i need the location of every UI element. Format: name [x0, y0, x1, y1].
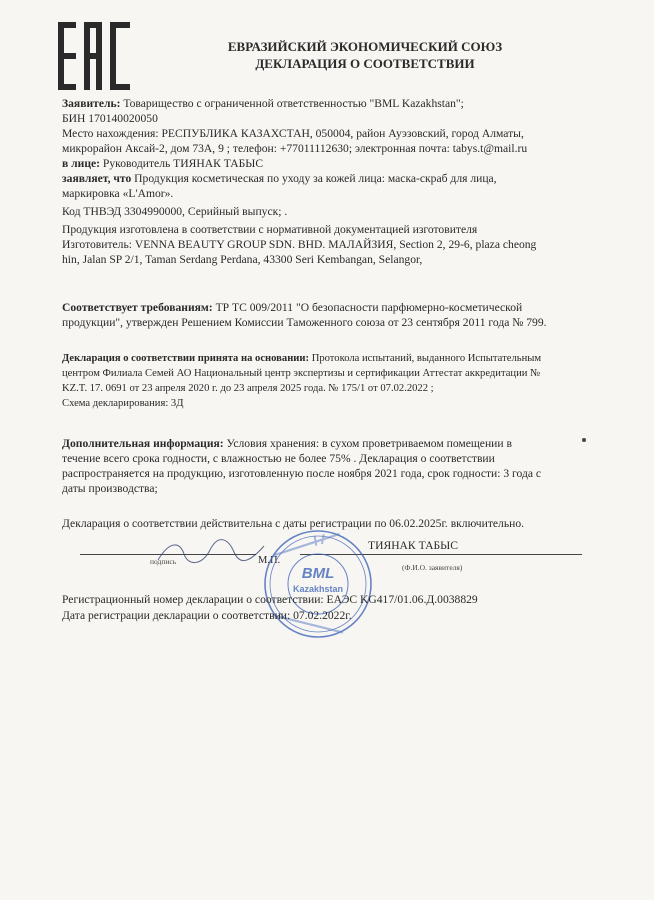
basis-line1: Протокола испытаний, выданного Испытательным — [309, 353, 542, 364]
registration-number: Регистрационный номер декларации о соответствии: ЕАЭС KG417/01.06.Д.0038829 — [62, 593, 478, 606]
person-label: в лице: — [62, 157, 101, 170]
fio-caption: (Ф.И.О. заявителя) — [402, 563, 463, 572]
stamp-brand-line1: BML — [301, 565, 335, 582]
manufacturer-line1: Изготовитель: VENNA BEAUTY GROUP SDN. BHD. МАЛАЙЗИЯ, Section 2, 29-6, plaza cheong — [62, 238, 537, 251]
stray-dot — [582, 438, 586, 442]
declares-label: заявляет, что — [62, 172, 132, 185]
stamp-place-label: М.П. — [258, 555, 281, 566]
document-header — [150, 38, 580, 72]
validity-statement: Декларация о соответствии действительна с даты регистрации по 06.02.2025г. включительно. — [62, 517, 525, 530]
registration-date: Дата регистрации декларации о соответствии: 07.02.2022г. — [62, 609, 352, 622]
requirements-section — [62, 300, 602, 330]
company-stamp-icon — [262, 528, 374, 640]
additional-label: Дополнительная информация: — [62, 437, 224, 450]
additional-line4: даты производства; — [62, 482, 158, 495]
additional-info-section — [62, 436, 602, 496]
handwritten-signature-icon — [150, 532, 270, 572]
manufacturer-line2: hin, Jalan SP 2/1, Taman Serdang Perdana, 43300 Seri Kembangan, Selangor, — [62, 253, 423, 266]
declaration-scheme: Схема декларирования: 3Д — [62, 398, 184, 409]
applicant-name: Товарищество с ограниченной ответственностью "BML Kazakhstan"; — [120, 97, 464, 110]
declares-line1: Продукция косметическая по уходу за кожей лица: маска-скраб для лица, — [131, 172, 497, 185]
tnved-code: Код ТНВЭД 3304990000, Серийный выпуск; . — [62, 205, 288, 218]
applicant-bin: БИН 170140020050 — [62, 112, 158, 125]
applicant-label: Заявитель: — [62, 97, 121, 110]
declares-line2: маркировка «L'Amor». — [62, 187, 174, 200]
produced-statement: Продукция изготовлена в соответствии с нормативной документацией изготовителя — [62, 223, 478, 236]
basis-line2: центром Филиала Семей АО Национальный центр экспертизы и сертификации Аттестат аккредитации № — [62, 368, 541, 379]
basis-line3: KZ.T. 17. 0691 от 23 апреля 2020 г. до 23 апреля 2025 года. № 175/1 от 07.02.2022 ; — [62, 383, 434, 394]
person-value: Руководитель ТИЯНАК ТАБЫС — [100, 157, 264, 170]
header-declaration-title: ДЕКЛАРАЦИЯ О СООТВЕТСТВИИ — [255, 56, 475, 71]
additional-line1: Условия хранения: в сухом проветриваемом помещении в — [223, 437, 512, 450]
additional-line3: распространяется на продукцию, изготовленную после ноября 2021 года, срок годности: 3 года с — [62, 467, 542, 480]
basis-section — [62, 351, 602, 411]
requirements-label: Соответствует требованиям: — [62, 301, 213, 314]
requirements-line2: продукции", утвержден Решением Комиссии Таможенного союза от 23 сентября 2011 года № 799. — [62, 316, 547, 329]
applicant-address-line2: микрорайон Аксай-2, дом 73А, 9 ; телефон: +77011112630; электронная почта: tabys.t@mail.ru — [62, 142, 528, 155]
basis-label: Декларация о соответствии принята на основании: — [62, 353, 310, 364]
signer-name: ТИЯНАК ТАБЫС — [368, 539, 458, 552]
applicant-address-line1: Место нахождения: РЕСПУБЛИКА КАЗАХСТАН, 050004, район Ауэзовский, город Алматы, — [62, 127, 524, 140]
signature-caption: подпись — [150, 557, 177, 566]
requirements-line1: ТР ТС 009/2011 "О безопасности парфюмерно-косметической — [212, 301, 523, 314]
header-union-title: ЕВРАЗИЙСКИЙ ЭКОНОМИЧЕСКИЙ СОЮЗ — [227, 39, 503, 54]
applicant-section — [62, 96, 602, 267]
additional-line2: течение всего срока годности, с влажностью не более 75% . Декларация о соответствии — [62, 452, 495, 465]
eac-logo-icon — [58, 22, 130, 90]
stamp-brand-line2: Kazakhstan — [292, 584, 344, 594]
